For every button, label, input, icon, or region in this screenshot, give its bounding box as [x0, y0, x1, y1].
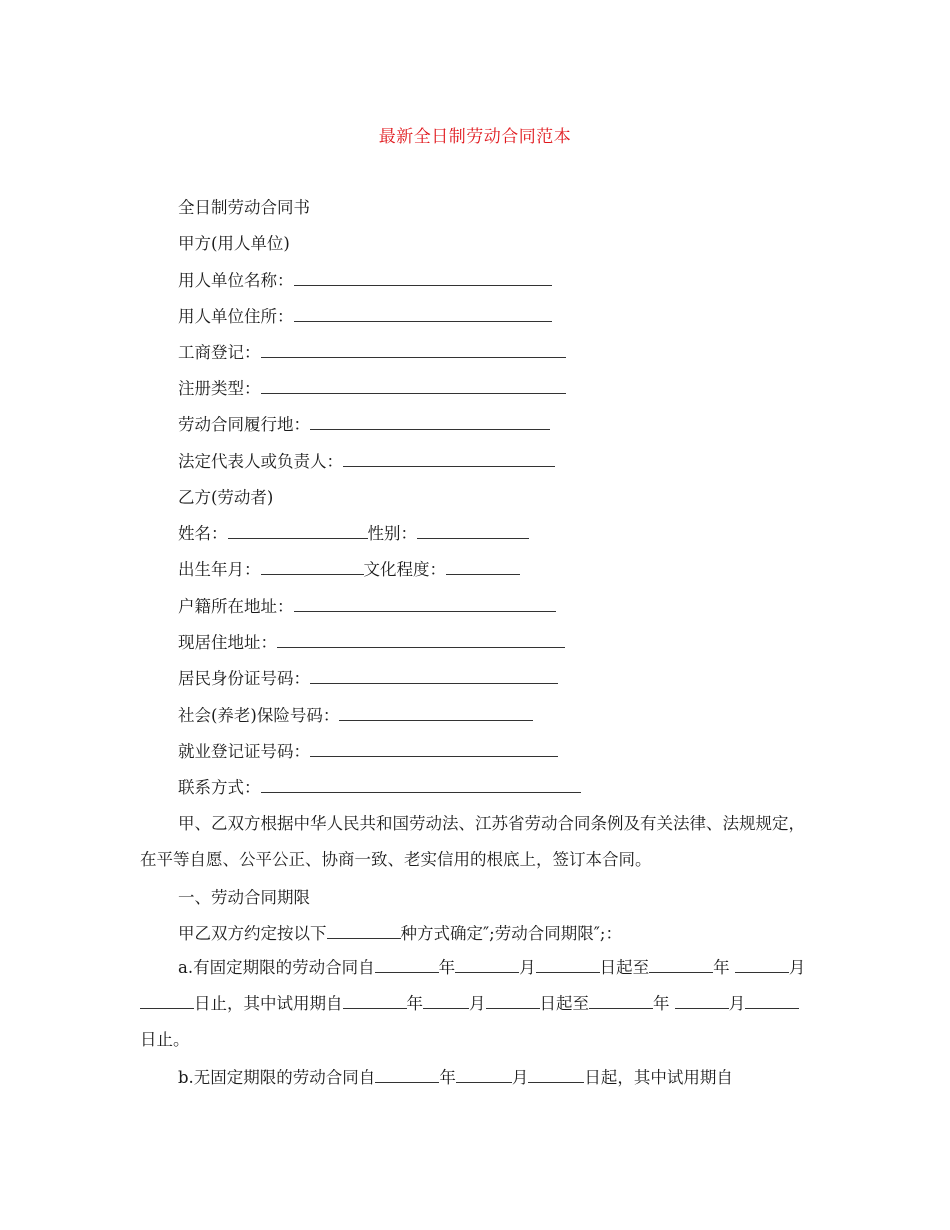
field-label: 文化程度： [363, 560, 446, 579]
fill-blank[interactable] [486, 994, 540, 1009]
clause-b [140, 1060, 820, 1096]
month-unit: 月 [728, 994, 746, 1013]
month-unit: 月 [519, 958, 536, 977]
field-residence-address [178, 631, 565, 655]
clause-text: 日起，其中试用期自 [584, 1068, 733, 1087]
fill-blank[interactable] [310, 742, 558, 757]
fill-blank[interactable] [140, 994, 194, 1009]
contract-heading: 全日制劳动合同书 [178, 198, 310, 217]
fill-blank[interactable] [536, 958, 600, 973]
term-agreement-line [178, 922, 622, 946]
fill-blank[interactable] [375, 958, 439, 973]
year-unit: 年 [438, 958, 456, 977]
field-social-insurance [178, 704, 533, 728]
clause-text: 日起至 [599, 958, 650, 977]
field-label: 户籍所在地址： [178, 597, 294, 616]
field-employment-registration [178, 740, 558, 764]
fill-blank[interactable] [589, 994, 653, 1009]
agreement-text: 种方式确定″;劳动合同期限″;： [400, 924, 622, 943]
fill-blank[interactable] [675, 994, 729, 1009]
year-unit: 年 [713, 958, 730, 977]
field-contact [178, 776, 581, 800]
field-label: 用人单位住所： [178, 307, 294, 326]
party-a-header: 甲方(用人单位) [178, 234, 290, 253]
field-business-registration [178, 341, 566, 365]
field-label: 工商登记： [178, 343, 261, 362]
clause-text: 日止，其中试用期自 [194, 994, 343, 1013]
fill-blank[interactable] [455, 958, 519, 973]
field-label: 性别： [367, 524, 417, 543]
month-unit: 月 [469, 994, 486, 1013]
field-performance-place [178, 413, 550, 437]
fill-blank[interactable] [343, 452, 555, 467]
fill-blank[interactable] [310, 669, 558, 684]
fill-blank[interactable] [339, 706, 533, 721]
fill-blank[interactable] [261, 343, 566, 358]
fill-blank[interactable] [294, 307, 552, 322]
field-household-address [178, 595, 556, 619]
party-b-header: 乙方(劳动者) [178, 488, 274, 507]
fill-blank[interactable] [261, 560, 364, 575]
intro-text: 甲、乙双方根据中华人民共和国劳动法、江苏省劳动合同条例及有关法律、法规规定，在平等自愿、公平公正、协商一致、老实信用的根底上，签订本合同。 [140, 814, 805, 869]
year-unit: 年 [653, 994, 670, 1013]
fill-blank[interactable] [310, 415, 550, 430]
clause-text: b.无固定期限的劳动合同自 [178, 1068, 376, 1087]
fill-blank[interactable] [277, 633, 565, 648]
fill-blank[interactable] [261, 379, 566, 394]
field-legal-representative [178, 450, 555, 474]
field-label: 居民身份证号码： [178, 669, 310, 688]
field-label: 姓名： [178, 524, 228, 543]
field-employer-name [178, 269, 552, 293]
field-label: 出生年月： [178, 560, 261, 579]
field-label: 注册类型： [178, 379, 261, 398]
year-unit: 年 [439, 1068, 456, 1087]
fill-blank[interactable] [327, 924, 401, 939]
field-label: 社会(养老)保险号码： [178, 706, 340, 725]
fill-blank[interactable] [649, 958, 713, 973]
clause-text: a.有固定期限的劳动合同自 [178, 958, 375, 977]
clause-text: 日止。 [140, 1030, 190, 1049]
fill-blank[interactable] [456, 1068, 512, 1083]
clause-text: 日起至 [539, 994, 589, 1013]
fill-blank[interactable] [228, 524, 368, 539]
field-label: 就业登记证号码： [178, 742, 310, 761]
field-id-number [178, 667, 558, 691]
fill-blank[interactable] [375, 1068, 439, 1083]
year-unit: 年 [406, 994, 423, 1013]
field-label: 法定代表人或负责人： [178, 452, 343, 471]
intro-paragraph [140, 806, 820, 878]
agreement-text: 甲乙双方约定按以下 [178, 924, 327, 943]
fill-blank[interactable] [294, 271, 552, 286]
section-1-heading: 一、劳动合同期限 [178, 888, 310, 907]
field-label: 用人单位名称： [178, 271, 294, 290]
field-label: 劳动合同履行地： [178, 415, 310, 434]
fill-blank[interactable] [745, 994, 799, 1009]
fill-blank[interactable] [343, 994, 407, 1009]
clause-a [140, 950, 820, 1058]
field-birth-education [178, 558, 520, 582]
fill-blank[interactable] [423, 994, 469, 1009]
fill-blank[interactable] [528, 1068, 584, 1083]
fill-blank[interactable] [735, 958, 789, 973]
field-employer-address [178, 305, 552, 329]
month-unit: 月 [511, 1068, 529, 1087]
fill-blank[interactable] [446, 560, 520, 575]
field-label: 联系方式： [178, 778, 261, 797]
field-label: 现居住地址： [178, 633, 277, 652]
fill-blank[interactable] [294, 597, 556, 612]
document-title: 最新全日制劳动合同范本 [378, 127, 572, 147]
month-unit: 月 [788, 958, 806, 977]
field-registration-type [178, 377, 566, 401]
field-name-gender [178, 522, 529, 546]
fill-blank[interactable] [417, 524, 529, 539]
fill-blank[interactable] [261, 778, 581, 793]
